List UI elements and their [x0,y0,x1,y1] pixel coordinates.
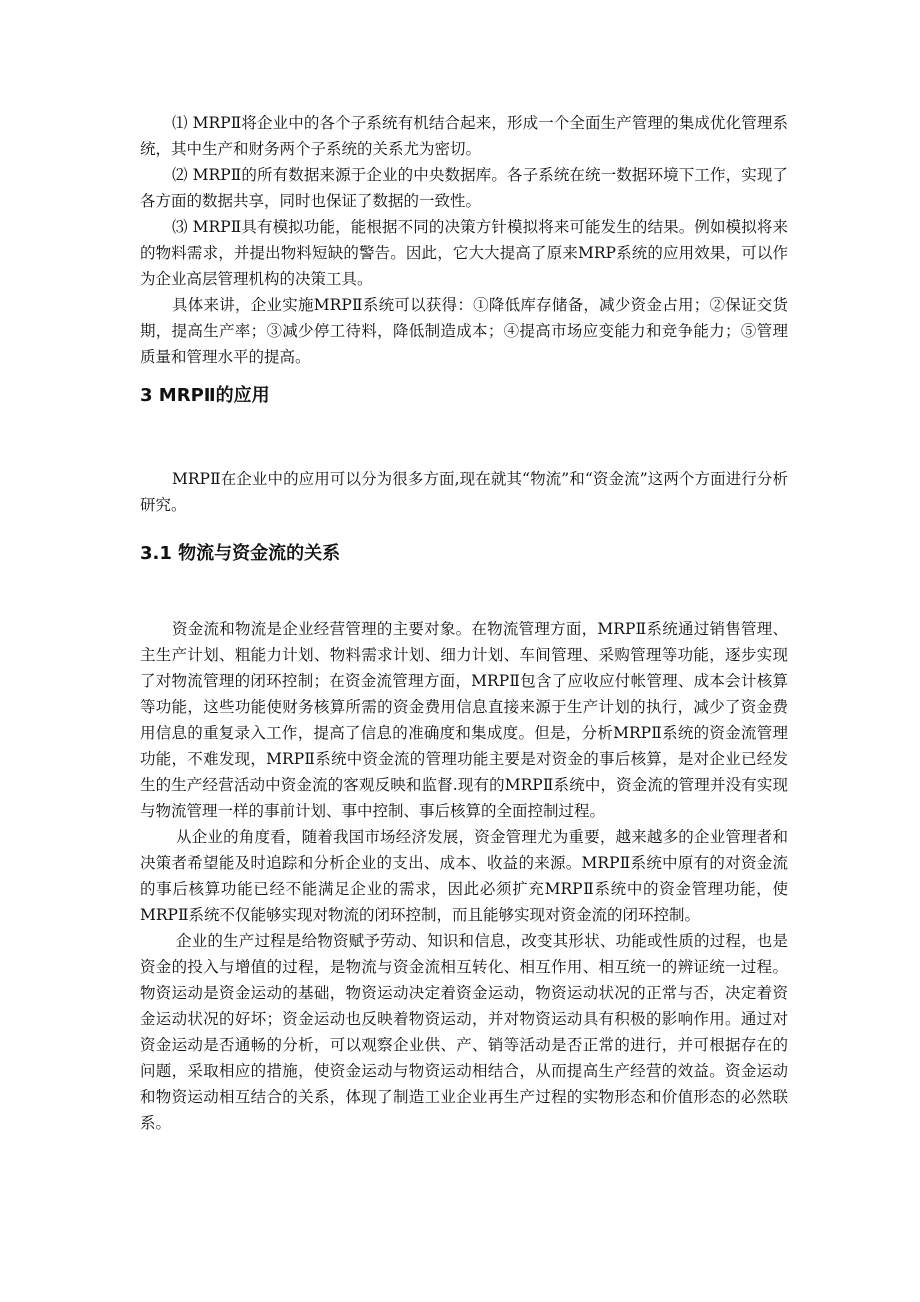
section-3-intro: MRPⅡ在企业中的应用可以分为很多方面,现在就其“物流”和“资金流”这两个方面进行分析研究。 [140,470,788,514]
page-content [140,110,788,1136]
paragraph-production-process: 企业的生产过程是给物资赋予劳动、知识和信息，改变其形状、功能或性质的过程，也是资金的投入与增值的过程，是物流与资金流相互转化、相互作用、相互统一的辨证统一过程。物资运动是资金运动的基础，物资运动决定着资金运动，物资运动状况的正常与否，决定着资金运动状况的好坏；资金运动也反映着物资运动，并对物资运动具有积极的影响作用。通过对资金运动是否通畅的分析，可以观察企业供、产、销等活动是否正常的进行，并可根据存在的问题，采取相应的措施，使资金运动与物资运动相结合，从而提高生产经营的效益。资金运动和物资运动相互结合的关系，体现了制造工业企业再生产过程的实物形态和价值形态的必然联系。 [140,932,788,1132]
section-3-1-heading: 3.1 物流与资金流的关系 [140,543,341,564]
section-3-heading: 3 MRPⅡ的应用 [140,385,270,406]
paragraph-benefits: 具体来讲，企业实施MRPⅡ系统可以获得：①降低库存储备，减少资金占用；②保证交货期，提高生产率；③减少停工待料，降低制造成本；④提高市场应变能力和竞争能力；⑤管理质量和管理水平的提高。 [140,296,788,366]
spacer [140,410,788,466]
paragraph-feature-1: ⑴ MRPⅡ将企业中的各个子系统有机结合起来，形成一个全面生产管理的集成优化管理系统，其中生产和财务两个子系统的关系尤为密切。 [140,114,788,158]
spacer [140,568,788,616]
paragraph-feature-2: ⑵ MRPⅡ的所有数据来源于企业的中央数据库。各子系统在统一数据环境下工作，实现了各方面的数据共享，同时也保证了数据的一致性。 [140,166,788,210]
paragraph-flows: 资金流和物流是企业经营管理的主要对象。在物流管理方面，MRPⅡ系统通过销售管理、主生产计划、粗能力计划、物料需求计划、细力计划、车间管理、采购管理等功能，逐步实现了对物流管理的闭环控制；在资金流管理方面，MRPⅡ包含了应收应付帐管理、成本会计核算等功能，这些功能使财务核算所需的资金费用信息直接来源于生产计划的执行，减少了资金费用信息的重复录入工作，提高了信息的准确度和集成度。但是，分析MRPⅡ系统的资金流管理功能，不难发现，MRPⅡ系统中资金流的管理功能主要是对资金的事后核算，是对企业已经发生的生产经营活动中资金流的客观反映和监督.现有的MRPⅡ系统中，资金流的管理并没有实现与物流管理一样的事前计划、事中控制、事后核算的全面控制过程。 [140,620,788,820]
paragraph-feature-3: ⑶ MRPⅡ具有模拟功能，能根据不同的决策方针模拟将来可能发生的结果。例如模拟将来的物料需求，并提出物料短缺的警告。因此，它大大提高了原来MRP系统的应用效果，可以作为企业高层管理机构的决策工具。 [140,218,788,288]
paragraph-enterprise-view: 从企业的角度看，随着我国市场经济发展，资金管理尤为重要，越来越多的企业管理者和决策者希望能及时追踪和分析企业的支出、成本、收益的来源。MRPⅡ系统中原有的对资金流的事后核算功能已经不能满足企业的需求，因此必须扩充MRPⅡ系统中的资金管理功能，使MRPⅡ系统不仅能够实现对物流的闭环控制，而且能够实现对资金流的闭环控制。 [140,828,788,924]
